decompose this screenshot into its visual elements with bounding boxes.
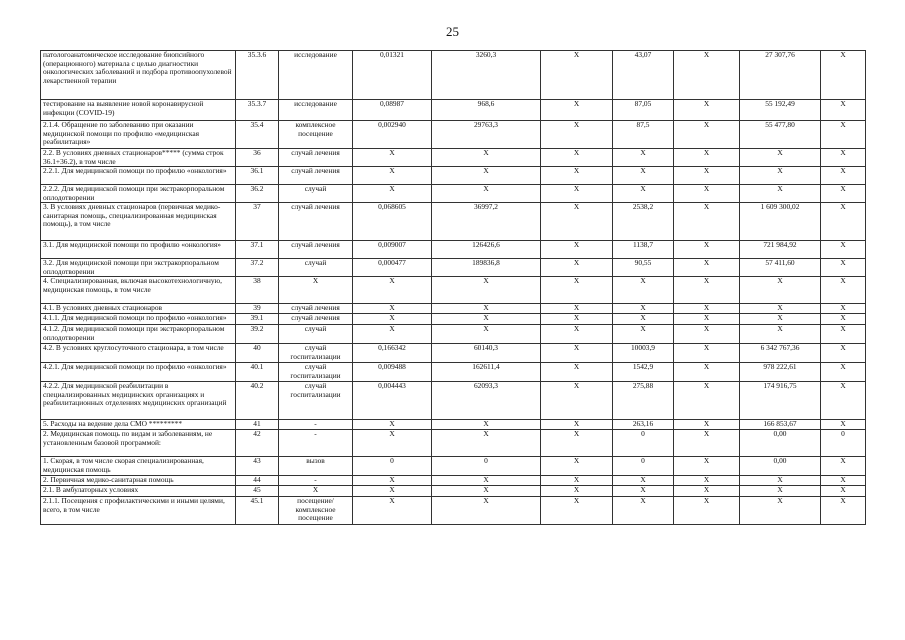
value-cell: X xyxy=(353,325,432,344)
value-cell: X xyxy=(740,314,821,325)
table-row xyxy=(41,51,866,100)
value-cell: X xyxy=(821,325,866,344)
value-cell: X xyxy=(541,185,613,203)
value-cell: 721 984,92 xyxy=(740,241,821,259)
row-code-cell: 37.1 xyxy=(236,241,279,259)
value-cell: X xyxy=(821,100,866,121)
table-row xyxy=(41,476,866,486)
unit-cell: случай лечения xyxy=(279,304,353,314)
unit-cell: - xyxy=(279,420,353,430)
row-code-cell: 39.2 xyxy=(236,325,279,344)
table-row xyxy=(41,344,866,363)
value-cell: X xyxy=(674,185,740,203)
table-body xyxy=(41,51,866,525)
value-cell: 0,01321 xyxy=(353,51,432,100)
row-label-cell: 2.2.1. Для медицинской помощи по профилю «онкология» xyxy=(41,167,236,185)
unit-cell: случай лечения xyxy=(279,314,353,325)
value-cell: X xyxy=(613,476,674,486)
value-cell: X xyxy=(541,167,613,185)
value-cell: X xyxy=(821,304,866,314)
value-cell: 263,16 xyxy=(613,420,674,430)
value-cell: X xyxy=(821,420,866,430)
value-cell: X xyxy=(674,277,740,304)
value-cell: X xyxy=(353,430,432,457)
value-cell: 60140,3 xyxy=(432,344,541,363)
unit-cell: - xyxy=(279,430,353,457)
value-cell: X xyxy=(613,277,674,304)
unit-cell: случай госпитализации xyxy=(279,363,353,382)
table-row xyxy=(41,382,866,420)
row-code-cell: 42 xyxy=(236,430,279,457)
value-cell: 0 xyxy=(353,457,432,476)
row-label-cell: 5. Расходы на ведение дела СМО ********* xyxy=(41,420,236,430)
row-label-cell: 2.2.2. Для медицинской помощи при экстракорпоральном оплодотворении xyxy=(41,185,236,203)
value-cell: 1 609 300,02 xyxy=(740,203,821,241)
row-label-cell: 3.2. Для медицинской помощи при экстракорпоральном оплодотворении xyxy=(41,259,236,277)
value-cell: 62093,3 xyxy=(432,382,541,420)
value-cell: X xyxy=(821,486,866,497)
unit-cell: случай госпитализации xyxy=(279,344,353,363)
value-cell: X xyxy=(674,420,740,430)
row-code-cell: 41 xyxy=(236,420,279,430)
table-row xyxy=(41,457,866,476)
value-cell: X xyxy=(541,344,613,363)
value-cell: 174 916,75 xyxy=(740,382,821,420)
value-cell: 29763,3 xyxy=(432,121,541,149)
value-cell: X xyxy=(821,497,866,525)
table-row xyxy=(41,167,866,185)
page-number: 25 xyxy=(446,24,459,39)
unit-cell: комплексное посещение xyxy=(279,121,353,149)
value-cell: X xyxy=(432,304,541,314)
value-cell: 0,009007 xyxy=(353,241,432,259)
value-cell: X xyxy=(821,277,866,304)
value-cell: 126426,6 xyxy=(432,241,541,259)
value-cell: X xyxy=(541,100,613,121)
table-row xyxy=(41,241,866,259)
table-row xyxy=(41,420,866,430)
value-cell: X xyxy=(613,167,674,185)
row-label-cell: 2.1. В амбулаторных условиях xyxy=(41,486,236,497)
value-cell: 10003,9 xyxy=(613,344,674,363)
row-label-cell: 4.1.2. Для медицинской помощи при экстракорпоральном оплодотворении xyxy=(41,325,236,344)
value-cell: X xyxy=(740,476,821,486)
row-label-cell: 4.2.1. Для медицинской помощи по профилю «онкология» xyxy=(41,363,236,382)
value-cell: 2538,2 xyxy=(613,203,674,241)
unit-cell: случай лечения xyxy=(279,167,353,185)
unit-cell: случай лечения xyxy=(279,203,353,241)
value-cell: X xyxy=(613,497,674,525)
value-cell: X xyxy=(740,167,821,185)
table-row xyxy=(41,430,866,457)
unit-cell: случай госпитализации xyxy=(279,382,353,420)
value-cell: 55 477,80 xyxy=(740,121,821,149)
value-cell: X xyxy=(353,277,432,304)
value-cell: X xyxy=(674,241,740,259)
row-code-cell: 40.1 xyxy=(236,363,279,382)
value-cell: X xyxy=(613,185,674,203)
row-label-cell: 2. Медицинская помощь по видам и заболеваниям, не установленным базовой программой: xyxy=(41,430,236,457)
unit-cell: X xyxy=(279,486,353,497)
row-code-cell: 45.1 xyxy=(236,497,279,525)
table-row xyxy=(41,149,866,167)
table-row xyxy=(41,497,866,525)
value-cell: 0 xyxy=(613,430,674,457)
row-label-cell: патологоанатомическое исследование биопсийного (операционного) материала с целью диагностики онкологических заболеваний и подбора противоопухолевой лекарственной терапии xyxy=(41,51,236,100)
value-cell: X xyxy=(541,304,613,314)
row-label-cell: 2.1.4. Обращение по заболеванию при оказании медицинской помощи по профилю «медицинская реабилитация» xyxy=(41,121,236,149)
value-cell: X xyxy=(432,476,541,486)
value-cell: X xyxy=(821,363,866,382)
unit-cell: посещение/ комплексное посещение xyxy=(279,497,353,525)
value-cell: 0,000477 xyxy=(353,259,432,277)
row-code-cell: 36.2 xyxy=(236,185,279,203)
value-cell: X xyxy=(541,51,613,100)
value-cell: X xyxy=(674,167,740,185)
value-cell: X xyxy=(740,149,821,167)
value-cell: X xyxy=(541,486,613,497)
value-cell: X xyxy=(432,420,541,430)
unit-cell: случай xyxy=(279,325,353,344)
value-cell: X xyxy=(541,325,613,344)
unit-cell: вызов xyxy=(279,457,353,476)
table-row xyxy=(41,314,866,325)
value-cell: 968,6 xyxy=(432,100,541,121)
value-cell: 0,009488 xyxy=(353,363,432,382)
row-code-cell: 37 xyxy=(236,203,279,241)
value-cell: X xyxy=(432,277,541,304)
row-code-cell: 39 xyxy=(236,304,279,314)
row-label-cell: 3.1. Для медицинской помощи по профилю «онкология» xyxy=(41,241,236,259)
value-cell: X xyxy=(541,476,613,486)
value-cell: X xyxy=(821,185,866,203)
value-cell: X xyxy=(353,486,432,497)
table-row xyxy=(41,121,866,149)
row-label-cell: тестирование на выявление новой коронавирусной инфекции (COVID-19) xyxy=(41,100,236,121)
unit-cell: случай лечения xyxy=(279,149,353,167)
value-cell: X xyxy=(613,314,674,325)
value-cell: X xyxy=(432,325,541,344)
value-cell: X xyxy=(674,121,740,149)
table-row xyxy=(41,277,866,304)
value-cell: 0,166342 xyxy=(353,344,432,363)
value-cell: 3260,3 xyxy=(432,51,541,100)
value-cell: X xyxy=(821,476,866,486)
value-cell: 0,002940 xyxy=(353,121,432,149)
unit-cell: случай xyxy=(279,259,353,277)
value-cell: 189836,8 xyxy=(432,259,541,277)
value-cell: X xyxy=(541,149,613,167)
value-cell: X xyxy=(541,497,613,525)
value-cell: X xyxy=(541,457,613,476)
value-cell: X xyxy=(674,476,740,486)
value-cell: X xyxy=(821,203,866,241)
table-row xyxy=(41,100,866,121)
value-cell: X xyxy=(740,277,821,304)
value-cell: X xyxy=(613,486,674,497)
value-cell: X xyxy=(674,430,740,457)
value-cell: X xyxy=(353,476,432,486)
row-code-cell: 35.4 xyxy=(236,121,279,149)
value-cell: X xyxy=(541,430,613,457)
unit-cell: исследование xyxy=(279,51,353,100)
value-cell: 0,068605 xyxy=(353,203,432,241)
row-code-cell: 37.2 xyxy=(236,259,279,277)
value-cell: 87,05 xyxy=(613,100,674,121)
value-cell: X xyxy=(613,149,674,167)
value-cell: 27 307,76 xyxy=(740,51,821,100)
row-label-cell: 2.1.1. Посещения с профилактическими и иными целями, всего, в том числе xyxy=(41,497,236,525)
value-cell: X xyxy=(432,430,541,457)
row-label-cell: 4.2. В условиях круглосуточного стационара, в том числе xyxy=(41,344,236,363)
value-cell: 0,00 xyxy=(740,430,821,457)
table-row xyxy=(41,486,866,497)
value-cell: X xyxy=(740,486,821,497)
value-cell: 166 853,67 xyxy=(740,420,821,430)
unit-cell: - xyxy=(279,476,353,486)
row-code-cell: 43 xyxy=(236,457,279,476)
row-code-cell: 39.1 xyxy=(236,314,279,325)
value-cell: X xyxy=(541,420,613,430)
value-cell: X xyxy=(432,497,541,525)
value-cell: X xyxy=(541,121,613,149)
row-label-cell: 3. В условиях дневных стационаров (первичная медико-санитарная помощь, специализированная медицинская помощь), в том числе xyxy=(41,203,236,241)
table-row xyxy=(41,203,866,241)
row-label-cell: 2. Первичная медико-санитарная помощь xyxy=(41,476,236,486)
value-cell: X xyxy=(674,100,740,121)
value-cell: 0,004443 xyxy=(353,382,432,420)
unit-cell: исследование xyxy=(279,100,353,121)
value-cell: X xyxy=(432,314,541,325)
value-cell: X xyxy=(740,325,821,344)
value-cell: X xyxy=(821,149,866,167)
value-cell: 162611,4 xyxy=(432,363,541,382)
value-cell: 275,88 xyxy=(613,382,674,420)
value-cell: X xyxy=(740,185,821,203)
financial-norms-table xyxy=(40,50,866,525)
row-code-cell: 45 xyxy=(236,486,279,497)
value-cell: 6 342 767,36 xyxy=(740,344,821,363)
value-cell: X xyxy=(613,325,674,344)
row-code-cell: 36.1 xyxy=(236,167,279,185)
table-row xyxy=(41,304,866,314)
row-code-cell: 35.3.7 xyxy=(236,100,279,121)
table-row xyxy=(41,259,866,277)
row-code-cell: 44 xyxy=(236,476,279,486)
value-cell: X xyxy=(821,314,866,325)
row-code-cell: 40 xyxy=(236,344,279,363)
value-cell: 55 192,49 xyxy=(740,100,821,121)
value-cell: X xyxy=(674,363,740,382)
value-cell: X xyxy=(353,167,432,185)
value-cell: X xyxy=(821,259,866,277)
value-cell: 978 222,61 xyxy=(740,363,821,382)
table-row xyxy=(41,363,866,382)
table-row xyxy=(41,325,866,344)
row-code-cell: 38 xyxy=(236,277,279,304)
value-cell: X xyxy=(821,121,866,149)
value-cell: X xyxy=(821,382,866,420)
value-cell: X xyxy=(821,167,866,185)
value-cell: 0,08987 xyxy=(353,100,432,121)
value-cell: X xyxy=(740,304,821,314)
value-cell: 0,00 xyxy=(740,457,821,476)
row-label-cell: 4.1. В условиях дневных стационаров xyxy=(41,304,236,314)
value-cell: X xyxy=(674,203,740,241)
value-cell: X xyxy=(674,457,740,476)
value-cell: 1138,7 xyxy=(613,241,674,259)
table-row xyxy=(41,185,866,203)
value-cell: 90,55 xyxy=(613,259,674,277)
row-label-cell: 4.1.1. Для медицинской помощи по профилю «онкология» xyxy=(41,314,236,325)
value-cell: X xyxy=(740,497,821,525)
value-cell: X xyxy=(674,304,740,314)
value-cell: X xyxy=(674,344,740,363)
unit-cell: случай xyxy=(279,185,353,203)
row-code-cell: 40.2 xyxy=(236,382,279,420)
value-cell: 0 xyxy=(432,457,541,476)
value-cell: 1542,9 xyxy=(613,363,674,382)
value-cell: X xyxy=(541,382,613,420)
value-cell: X xyxy=(613,304,674,314)
value-cell: X xyxy=(541,277,613,304)
unit-cell: X xyxy=(279,277,353,304)
value-cell: X xyxy=(674,149,740,167)
value-cell: X xyxy=(353,185,432,203)
value-cell: X xyxy=(432,167,541,185)
value-cell: X xyxy=(674,497,740,525)
value-cell: X xyxy=(432,486,541,497)
row-label-cell: 4. Специализированная, включая высокотехнологичную, медицинская помощь, в том числе xyxy=(41,277,236,304)
value-cell: X xyxy=(541,259,613,277)
value-cell: X xyxy=(353,420,432,430)
row-label-cell: 4.2.2. Для медицинской реабилитации в специализированных медицинских организациях и реабилитационных отделениях медицинских организаций xyxy=(41,382,236,420)
value-cell: X xyxy=(353,314,432,325)
row-label-cell: 1. Скорая, в том числе скорая специализированная, медицинская помощь xyxy=(41,457,236,476)
value-cell: X xyxy=(821,457,866,476)
value-cell: X xyxy=(432,149,541,167)
value-cell: X xyxy=(541,241,613,259)
value-cell: X xyxy=(821,241,866,259)
value-cell: X xyxy=(353,149,432,167)
value-cell: 0 xyxy=(821,430,866,457)
value-cell: 43,07 xyxy=(613,51,674,100)
value-cell: X xyxy=(353,497,432,525)
value-cell: X xyxy=(541,363,613,382)
value-cell: X xyxy=(674,314,740,325)
value-cell: X xyxy=(541,314,613,325)
unit-cell: случай лечения xyxy=(279,241,353,259)
row-label-cell: 2.2. В условиях дневных стационаров***** (сумма строк 36.1+36.2), в том числе xyxy=(41,149,236,167)
row-code-cell: 36 xyxy=(236,149,279,167)
value-cell: X xyxy=(432,185,541,203)
row-code-cell: 35.3.6 xyxy=(236,51,279,100)
value-cell: X xyxy=(353,304,432,314)
value-cell: X xyxy=(674,259,740,277)
value-cell: X xyxy=(821,344,866,363)
value-cell: X xyxy=(674,486,740,497)
value-cell: 57 411,60 xyxy=(740,259,821,277)
value-cell: X xyxy=(674,51,740,100)
value-cell: 87,5 xyxy=(613,121,674,149)
value-cell: 0 xyxy=(613,457,674,476)
value-cell: X xyxy=(674,325,740,344)
value-cell: 36997,2 xyxy=(432,203,541,241)
value-cell: X xyxy=(821,51,866,100)
value-cell: X xyxy=(541,203,613,241)
value-cell: X xyxy=(674,382,740,420)
